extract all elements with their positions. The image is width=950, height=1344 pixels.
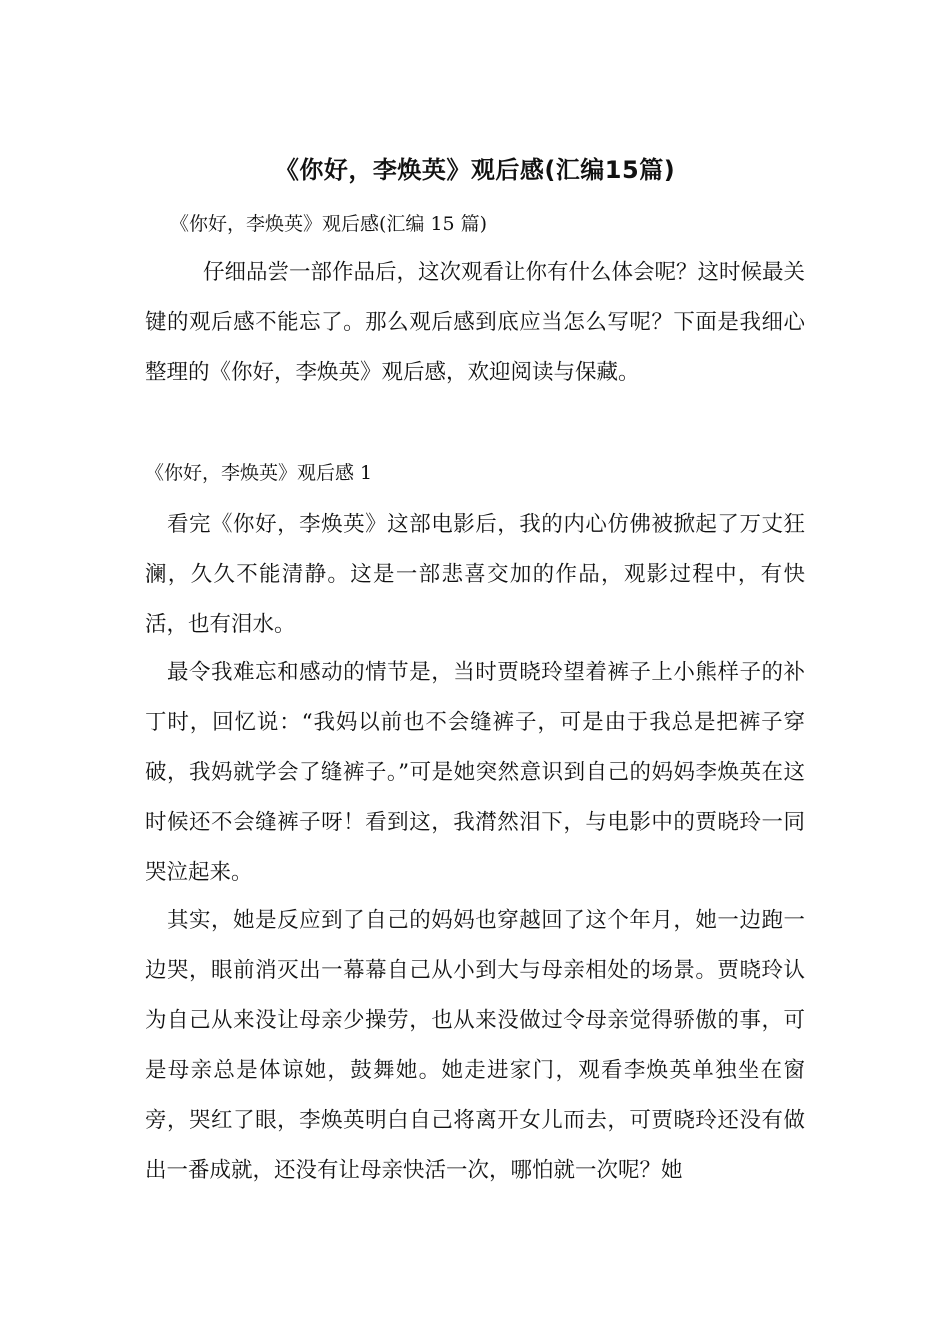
document-subtitle: 《你好，李焕英》观后感(汇编 15 篇) (170, 213, 488, 235)
intro-paragraph: 仔细品尝一部作品后，这次观看让你有什么体会呢？这时候最关键的观后感不能忘了。那么观后感到底应当怎么写呢？下面是我细心整理的《你好，李焕英》观后感，欢迎阅读与保藏。 (145, 260, 806, 385)
body-paragraph: 其实，她是反应到了自己的妈妈也穿越回了这个年月，她一边跑一边哭，眼前消灭出一幕幕自己从小到大与母亲相处的场景。贾晓玲认为自己从来没让母亲少操劳，也从来没做过令母亲觉得骄傲的事，可是母亲总是体谅她，鼓舞她。她走进家门，观看李焕英单独坐在窗旁，哭红了眼，李焕英明白自己将离开女儿而去，可贾晓玲还没有做出一番成就，还没有让母亲快活一次，哪怕就一次呢？她 (145, 908, 805, 1183)
document-title: 《你好，李焕英》观后感(汇编15篇) (274, 156, 676, 184)
body-paragraph: 看完《你好，李焕英》这部电影后，我的内心仿佛被掀起了万丈狂澜，久久不能清静。这是一部悲喜交加的作品，观影过程中，有快活，也有泪水。 (145, 512, 805, 637)
section-heading: 《你好，李焕英》观后感 1 (145, 462, 373, 484)
body-paragraph: 最令我难忘和感动的情节是，当时贾晓玲望着裤子上小熊样子的补丁时，回忆说：“我妈以前也不会缝裤子，可是由于我总是把裤子穿破，我妈就学会了缝裤子。”可是她突然意识到自己的妈妈李焕英在这时候还不会缝裤子呀！看到这，我潸然泪下，与电影中的贾晓玲一同哭泣起来。 (145, 660, 805, 885)
